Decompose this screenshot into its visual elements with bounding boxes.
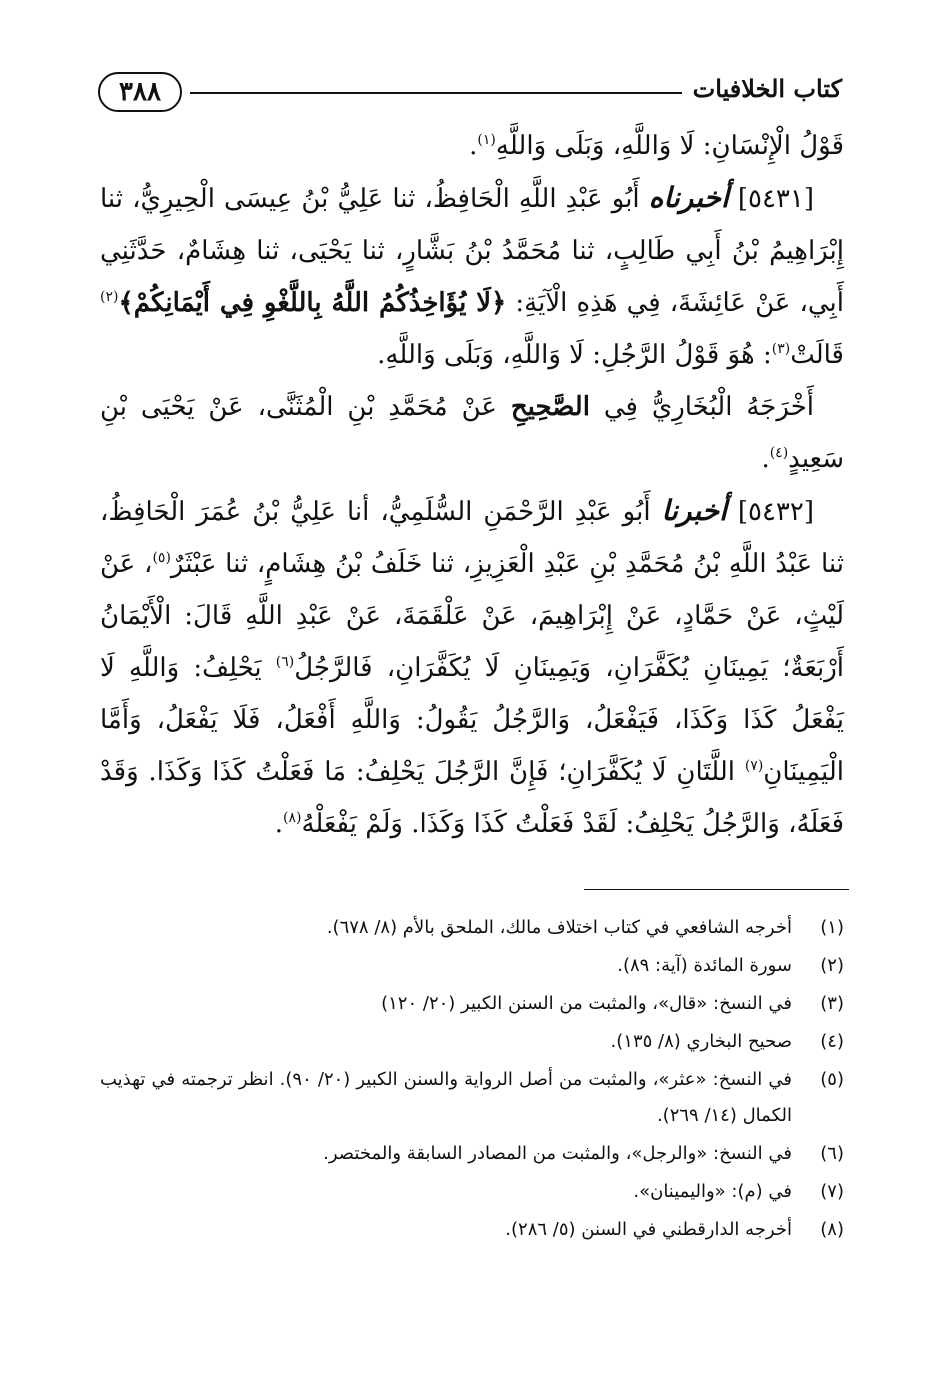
- footnote-item: [100, 910, 844, 946]
- page-number-badge: ٣٨٨: [98, 72, 182, 112]
- footnotes: [100, 910, 844, 1250]
- footnote-number: (٤): [820, 1031, 844, 1052]
- footnote-text: في (م): «واليمينان».: [633, 1181, 792, 1202]
- footnote-ref-5[interactable]: (٥): [152, 550, 171, 566]
- footnote-item: [100, 1136, 844, 1172]
- footnote-item: [100, 1062, 844, 1134]
- footnote-text: في النسخ: «والرجل»، والمثبت من المصادر السابقة والمختصر.: [323, 1143, 792, 1164]
- text-segment: عَنْ مُحَمَّدِ بْنِ الْمُثَنَّى، عَنْ يَحْيَى بْنِ سَعِيدٍ: [100, 392, 844, 474]
- footnote-ref-6[interactable]: (٦): [275, 654, 295, 670]
- footnote-item: [100, 1212, 844, 1248]
- footnote-ref-3[interactable]: (٣): [771, 341, 791, 357]
- text-segment: .: [469, 131, 478, 161]
- text-segment: .: [274, 809, 283, 839]
- footnote-number: (٣): [820, 993, 844, 1014]
- quran-verse: ﴿لَا يُؤَاخِذُكُمُ اللَّهُ بِاللَّغْوِ فِي أَيْمَانِكُمْ﴾: [118, 288, 507, 318]
- text-segment: أَخْرَجَهُ الْبُخَارِيُّ فِي: [603, 392, 814, 422]
- text-segment: قَالَتْ: [790, 340, 844, 370]
- footnote-text: في النسخ: «قال»، والمثبت من السنن الكبير (٢٠/ ١٢٠): [381, 993, 792, 1014]
- book-title: كتاب الخلافيات: [692, 74, 842, 103]
- isnad-lead: أخبرناه: [648, 181, 729, 214]
- text-segment: أَبُو عَبْدِ الرَّحْمَنِ السُّلَمِيُّ، أنا عَلِيُّ بْنُ عُمَرَ الْحَافِظُ، ثنا عَبْدُ اللَّهِ بْنُ مُحَمَّدِ بْنِ عَبْدِ الْعَزِيزِ، ثنا خَلَفُ بْنُ هِشَامٍ، ثنا عَبْثَرٌ: [100, 497, 844, 579]
- paragraph-intro: [100, 120, 844, 172]
- isnad-lead: أخبرنا: [661, 494, 727, 527]
- footnote-text: أخرجه الدارقطني في السنن (٥/ ٢٨٦).: [505, 1219, 792, 1240]
- header-rule: [190, 92, 682, 94]
- hadith-5431: [100, 172, 844, 381]
- footnote-number: (٧): [820, 1181, 844, 1202]
- footnote-number: (١): [820, 917, 844, 938]
- text-segment: أَبُو عَبْدِ اللَّهِ الْحَافِظُ، ثنا عَلِيُّ بْنُ عِيسَى الْحِيرِيُّ، ثنا إِبْرَاهِيمُ بْنُ أَبِي طَالِبٍ، ثنا مُحَمَّدُ بْنُ بَشَّارٍ، ثنا يَحْيَى، ثنا هِشَامٌ، حَدَّثَنِي أَبِي، عَنْ عَائِشَةَ، فِي هَذِهِ الْآيَةِ:: [100, 184, 844, 318]
- footnote-item: [100, 1174, 844, 1210]
- footnote-ref-4[interactable]: (٤): [769, 445, 789, 461]
- text-segment: اللَّتَانِ لَا يُكَفَّرَانِ؛ فَإِنَّ الرَّجُلَ يَحْلِفُ: مَا فَعَلْتُ كَذَا وَكَذَا. وَقَدْ فَعَلَهُ، وَالرَّجُلُ يَحْلِفُ: لَقَدْ فَعَلْتُ كَذَا وَكَذَا. وَلَمْ يَفْعَلْهُ: [100, 757, 844, 839]
- hadith-5432: [100, 485, 844, 850]
- footnote-number: (٨): [820, 1219, 844, 1240]
- footnote-text: أخرجه الشافعي في كتاب اختلاف مالك، الملحق بالأم (٨/ ٦٧٨).: [326, 917, 792, 938]
- footnote-number: (٥): [820, 1069, 844, 1090]
- footnote-text: في النسخ: «عثر»، والمثبت من أصل الرواية والسنن الكبير (٢٠/ ٩٠). انظر ترجمته في تهذيب الكمال (١٤/ ٢٦٩).: [100, 1069, 792, 1126]
- footnote-item: [100, 1024, 844, 1060]
- footnote-text: سورة المائدة (آية: ٨٩).: [617, 955, 792, 976]
- footnote-item: [100, 948, 844, 984]
- footnote-ref-1[interactable]: (١): [477, 132, 496, 148]
- footnote-ref-7[interactable]: (٧): [744, 758, 764, 774]
- text-segment: ، عَنْ لَيْثٍ، عَنْ حَمَّادٍ، عَنْ إِبْرَاهِيمَ، عَنْ عَلْقَمَةَ، عَنْ عَبْدِ اللَّهِ قَالَ: الْأَيْمَانُ أَرْبَعَةٌ؛ يَمِينَانِ يُكَفَّرَانِ، وَيَمِينَانِ لَا يُكَفَّرَانِ، فَالرَّجُلُ: [100, 549, 845, 683]
- takhrij-paragraph: [100, 381, 844, 485]
- footnote-text: صحيح البخاري (٨/ ١٣٥).: [610, 1031, 792, 1052]
- text-segment: يَحْلِفُ: وَاللَّهِ لَا يَفْعَلُ كَذَا وَكَذَا، فَيَفْعَلُ، وَالرَّجُلُ يَقُولُ: وَاللَّهِ أَفْعَلُ، فَلَا يَفْعَلُ، وَأَمَّا الْيَمِينَانِ: [100, 653, 845, 787]
- text-segment: .: [761, 444, 770, 474]
- footnote-ref-2[interactable]: (٢): [100, 289, 119, 305]
- hadith-number: [٥٤٣١]: [737, 184, 814, 214]
- page-header: [98, 64, 842, 124]
- hadith-number: [٥٤٣٢]: [737, 497, 815, 527]
- footnote-ref-8[interactable]: (٨): [282, 810, 302, 826]
- footnote-separator: [584, 889, 849, 890]
- text-segment: : هُوَ قَوْلُ الرَّجُلِ: لَا وَاللَّهِ، وَبَلَى وَاللَّهِ.: [377, 340, 772, 370]
- text-segment: قَوْلُ الْإِنْسَانِ: لَا وَاللَّهِ، وَبَلَى وَاللَّهِ: [495, 131, 844, 161]
- main-text: [100, 120, 844, 850]
- book-name-bold: الصَّحِيحِ: [510, 392, 590, 422]
- footnote-number: (٦): [820, 1143, 844, 1164]
- footnote-item: [100, 986, 844, 1022]
- footnote-number: (٢): [820, 955, 844, 976]
